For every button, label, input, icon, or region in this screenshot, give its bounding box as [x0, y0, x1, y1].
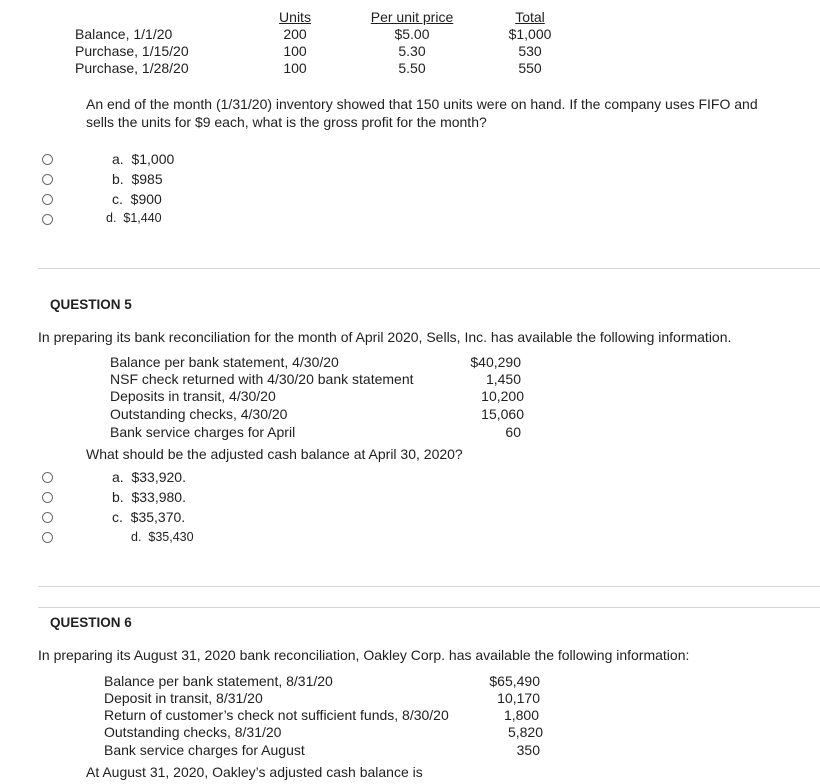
q5-option-a[interactable] [112, 469, 186, 485]
q5-option-b[interactable] [112, 489, 186, 505]
price-header: Per unit price [370, 9, 454, 25]
q5-option-a-radio[interactable] [42, 472, 53, 483]
q5-option-d-radio[interactable] [42, 532, 53, 543]
q4-option-d-radio[interactable] [42, 214, 53, 225]
option-text: $33,920. [131, 469, 186, 485]
info-label: NSF check returned with 4/30/20 bank statement [110, 371, 414, 387]
q5-question: What should be the adjusted cash balance at April 30, 2020? [86, 446, 463, 462]
info-value: 10,200 [481, 388, 524, 404]
info-label: Bank service charges for April [110, 424, 296, 440]
q5-option-c-radio[interactable] [42, 512, 53, 523]
divider [38, 268, 820, 269]
row-units: 200 [283, 26, 307, 42]
row-price: $5.00 [394, 26, 430, 42]
info-value: $40,290 [470, 354, 521, 370]
units-header: Units [279, 9, 311, 25]
info-value: 60 [505, 424, 521, 440]
row-label: Purchase, 1/15/20 [75, 43, 189, 59]
q5-option-c[interactable] [112, 509, 185, 525]
row-label: Purchase, 1/28/20 [75, 60, 189, 76]
info-label: Bank service charges for August [104, 742, 305, 758]
option-letter: d. [106, 211, 117, 225]
divider [38, 586, 820, 587]
row-label: Balance, 1/1/20 [75, 26, 173, 42]
row-total: $1,000 [508, 26, 552, 42]
option-letter: b. [112, 171, 124, 187]
q5-option-b-radio[interactable] [42, 492, 53, 503]
total-header: Total [515, 9, 545, 25]
q4-question-line2: sells the units for $9 each, what is the gross profit for the month? [86, 114, 487, 130]
option-letter: b. [112, 489, 124, 505]
info-value: 1,450 [485, 371, 521, 387]
q5-intro: In preparing its bank reconciliation for the month of April 2020, Sells, Inc. has available the following information. [38, 329, 732, 345]
row-price: 5.50 [398, 60, 426, 76]
info-label: Balance per bank statement, 8/31/20 [104, 673, 333, 689]
option-text: $35,370. [130, 509, 186, 525]
row-total: 530 [518, 43, 542, 59]
q5-heading: QUESTION 5 [50, 297, 132, 312]
q6-heading: QUESTION 6 [50, 615, 132, 630]
q4-option-a-radio[interactable] [42, 154, 53, 165]
info-label: Outstanding checks, 4/30/20 [110, 406, 288, 422]
option-text: $1,440 [123, 211, 162, 225]
q6-intro: In preparing its August 31, 2020 bank reconciliation, Oakley Corp. has available the following information: [38, 647, 690, 663]
option-text: $900 [130, 191, 162, 207]
info-value: 5,820 [507, 724, 543, 740]
info-label: Deposits in transit, 4/30/20 [110, 388, 276, 404]
info-value: 15,060 [481, 406, 524, 422]
option-text: $35,430 [148, 530, 194, 544]
row-total: 550 [518, 60, 542, 76]
option-text: $33,980. [131, 489, 186, 505]
row-price: 5.30 [398, 43, 426, 59]
option-letter: c. [112, 191, 123, 207]
info-label: Balance per bank statement, 4/30/20 [110, 354, 339, 370]
q6-question: At August 31, 2020, Oakley’s adjusted cash balance is [86, 764, 423, 780]
info-value: $65,490 [489, 673, 540, 689]
info-value: 350 [516, 742, 540, 758]
info-label: Outstanding checks, 8/31/20 [104, 724, 282, 740]
row-units: 100 [283, 60, 307, 76]
option-text: $1,000 [131, 151, 175, 167]
option-letter: d. [131, 530, 142, 544]
info-value: 10,170 [497, 690, 540, 706]
q4-option-b[interactable] [112, 171, 163, 187]
q4-option-c-radio[interactable] [42, 194, 53, 205]
option-text: $985 [131, 171, 163, 187]
option-letter: c. [112, 509, 123, 525]
q4-option-c[interactable] [112, 191, 162, 207]
q4-option-b-radio[interactable] [42, 174, 53, 185]
divider [38, 607, 820, 608]
row-units: 100 [283, 43, 307, 59]
q4-question-line1: An end of the month (1/31/20) inventory showed that 150 units were on hand. If the company uses FIFO and [86, 96, 758, 112]
info-value: 1,800 [503, 707, 539, 723]
q5-option-d[interactable] [131, 530, 194, 544]
option-letter: a. [112, 151, 124, 167]
info-label: Return of customer’s check not sufficient funds, 8/30/20 [104, 707, 449, 723]
q4-option-d[interactable] [106, 211, 162, 225]
q4-option-a[interactable] [112, 151, 174, 167]
info-label: Deposit in transit, 8/31/20 [104, 690, 263, 706]
option-letter: a. [112, 469, 124, 485]
